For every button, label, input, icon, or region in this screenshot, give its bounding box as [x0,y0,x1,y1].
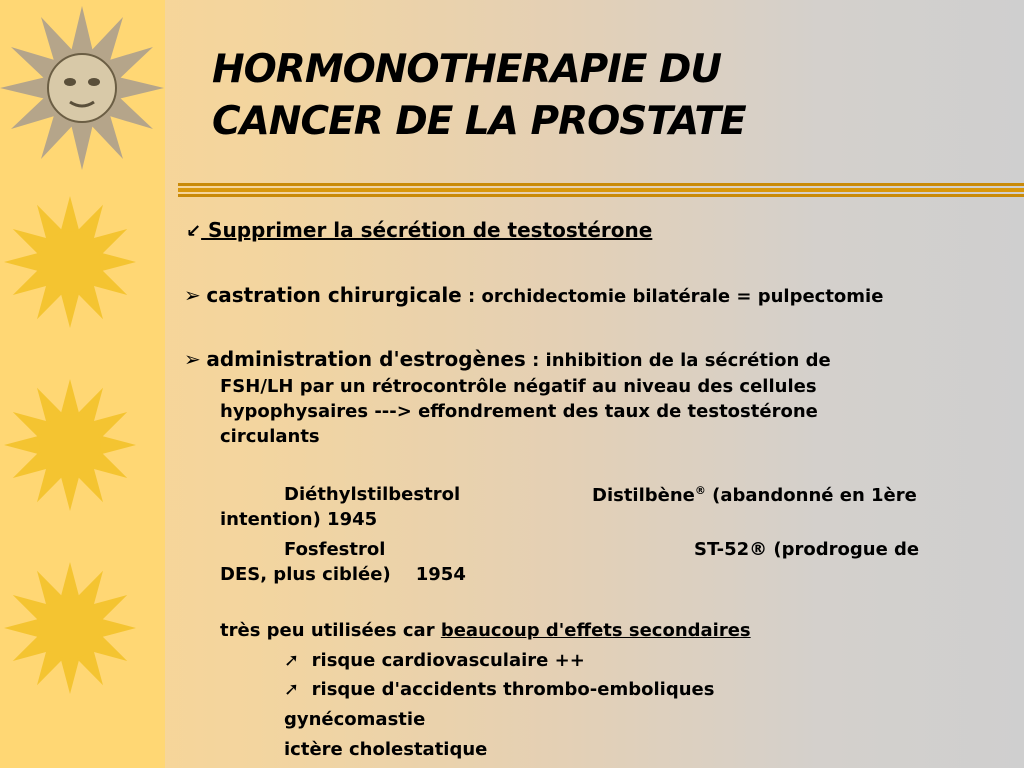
drug-brand-info: ST-52® (prodrogue de [694,539,920,560]
title-line-2: CANCER DE LA PROSTATE [212,99,746,144]
title-divider [178,180,1024,204]
heading-arrow-icon: ↙ [186,221,202,242]
heading-text: Supprimer la sécrétion de testostérone [201,218,653,242]
sun-icon [4,562,136,694]
text-line: circulants [220,426,320,447]
arrow-bullet-icon: ➚ [284,650,300,671]
side-effect-extra: gynécomastie [284,709,426,730]
side-effect-text: risque cardiovasculaire ++ [311,650,585,671]
item-label: administration d'estrogènes [206,347,526,371]
sun-decorations [0,0,165,768]
note-prefix: très peu utilisées car [220,620,441,641]
item-label: castration chirurgicale [206,283,462,307]
sun-face-icon [0,6,164,170]
arrow-bullet-icon: ➢ [184,283,201,307]
item-text: : orchidectomie bilatérale = pulpectomie [461,286,884,307]
sun-icon [4,379,136,511]
registered-mark: ® [694,484,706,497]
side-effect-text: risque d'accidents thrombo-emboliques [311,679,715,700]
list-item-castration [184,283,883,307]
side-effect-item [284,650,585,671]
sun-icon [4,196,136,328]
side-effect-extra: ictère cholestatique [284,739,488,760]
side-effect-item [284,679,714,700]
estrogens-description [220,374,960,449]
drug-description: (abandonné en 1ère [705,485,917,506]
text-line: hypophysaires ---> effondrement des taux de testostérone [220,401,818,422]
title-line-1: HORMONOTHERAPIE DU [212,47,722,92]
section-heading [186,218,652,242]
text-line: FSH/LH par un rétrocontrôle négatif au niveau des cellules [220,376,817,397]
drug-continuation: intention) 1945 [220,509,378,530]
slide-title [212,44,746,148]
drug-name: Fosfestrol [284,539,386,560]
list-item-estrogens [184,347,831,371]
drug-continuation: DES, plus ciblée) 1954 [220,564,466,585]
drug-brand: Distilbène [592,485,695,506]
arrow-bullet-icon: ➢ [184,347,201,371]
arrow-bullet-icon: ➚ [284,679,300,700]
side-effects-note [220,620,751,641]
item-text: : inhibition de la sécrétion de [525,350,831,371]
note-underlined: beaucoup d'effets secondaires [440,620,751,641]
drug-name: Diéthylstilbestrol [284,484,461,505]
drug-brand-info [592,484,917,506]
